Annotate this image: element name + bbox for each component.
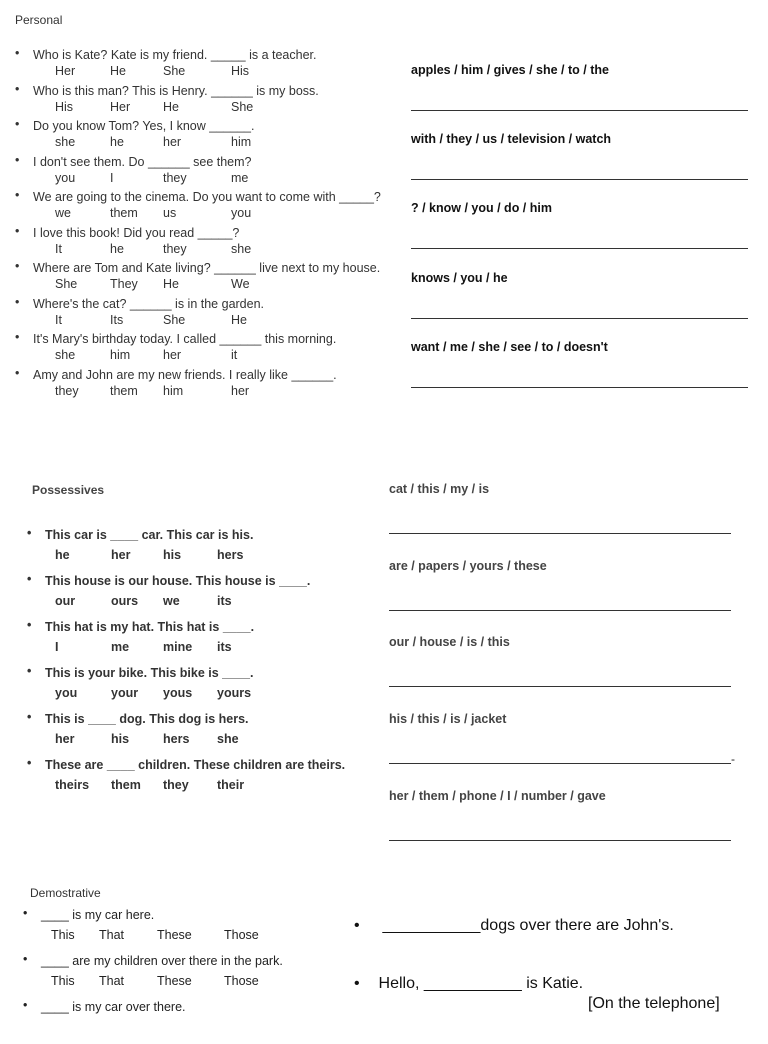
question-text: Who is Kate? Kate is my friend. _____ is a teacher. xyxy=(33,48,317,62)
possessives-sentence-4: his / this / is / jacket xyxy=(389,712,507,726)
answer-line[interactable] xyxy=(411,318,748,319)
bullet: • xyxy=(15,365,20,380)
answer-option[interactable]: her xyxy=(231,383,250,398)
answer-option[interactable]: Her xyxy=(110,99,131,114)
question-item xyxy=(23,906,341,952)
answer-line[interactable] xyxy=(411,110,748,111)
question-item xyxy=(15,117,413,153)
bullet: • xyxy=(27,756,32,770)
bullet: • xyxy=(23,952,28,966)
answer-option[interactable]: He xyxy=(163,99,179,114)
answer-option[interactable]: its xyxy=(217,594,232,608)
answer-line[interactable] xyxy=(411,248,748,249)
answer-option[interactable]: we xyxy=(163,594,180,608)
question-item xyxy=(15,330,413,366)
answer-options xyxy=(33,206,413,220)
answer-option[interactable]: your xyxy=(111,686,139,700)
item-1-blank: ___________ xyxy=(382,917,481,934)
bullet: • xyxy=(23,998,28,1012)
answer-option[interactable]: her xyxy=(163,348,182,362)
question-text: Do you know Tom? Yes, I know ______. xyxy=(33,119,255,133)
bullet: • xyxy=(354,975,360,992)
question-text: This car is ____ car. This car is his. xyxy=(45,528,254,542)
answer-option[interactable]: It xyxy=(55,241,62,256)
question-item xyxy=(15,46,413,82)
question-item xyxy=(15,223,413,260)
answer-option[interactable]: Its xyxy=(110,312,124,327)
answer-option[interactable]: she xyxy=(55,135,76,149)
answer-option[interactable]: she xyxy=(55,348,76,362)
answer-option[interactable]: theirs xyxy=(55,778,90,792)
question-item xyxy=(27,572,375,618)
possessives-sentence-1: cat / this / my / is xyxy=(389,482,490,496)
section-title-personal: Personal xyxy=(15,13,63,27)
answer-option[interactable]: She xyxy=(231,99,254,114)
personal-sentence-5: want / me / she / see / to / doesn't xyxy=(411,340,608,354)
answer-line[interactable] xyxy=(389,763,731,764)
answer-options xyxy=(33,100,413,114)
answer-option[interactable]: me xyxy=(111,640,130,654)
answer-option[interactable]: I xyxy=(110,170,114,185)
question-text: Who is this man? This is Henry. ______ is my boss. xyxy=(33,83,319,98)
question-item xyxy=(23,952,341,998)
answer-option[interactable]: These xyxy=(157,928,192,942)
bullet: • xyxy=(15,81,20,96)
answer-options xyxy=(45,686,375,700)
answer-option[interactable]: they xyxy=(163,170,187,185)
possessives-sentence-3: our / house / is / this xyxy=(389,635,510,649)
answer-line[interactable] xyxy=(411,387,748,388)
answer-options xyxy=(33,277,413,291)
bullet: • xyxy=(15,117,20,131)
question-text: I love this book! Did you read _____? xyxy=(33,225,240,240)
personal-sentence-4: knows / you / he xyxy=(411,271,508,285)
question-text: Amy and John are my new friends. I really like ______. xyxy=(33,367,337,382)
possessives-question-list xyxy=(27,526,375,802)
question-text: Where are Tom and Kate living? ______ live next to my house. xyxy=(33,261,381,275)
question-item xyxy=(27,756,375,802)
answer-line[interactable] xyxy=(389,686,731,687)
item-2-text: Hello, ___________ is Katie. xyxy=(378,975,584,992)
answer-option[interactable]: hers xyxy=(163,732,190,746)
answer-option[interactable]: you xyxy=(231,206,252,220)
answer-option[interactable]: His xyxy=(231,64,250,78)
bullet: • xyxy=(15,188,20,202)
question-text: These are ____ children. These children are theirs. xyxy=(45,758,346,772)
bullet: • xyxy=(15,330,20,344)
answer-option[interactable]: his xyxy=(163,548,182,562)
answer-option[interactable]: yours xyxy=(217,686,252,700)
personal-sentence-2: with / they / us / television / watch xyxy=(411,132,612,146)
answer-option[interactable]: yous xyxy=(163,686,193,700)
answer-option[interactable]: she xyxy=(231,241,252,256)
question-text: ____ is my car here. xyxy=(41,908,155,922)
answer-option[interactable]: you xyxy=(55,686,78,700)
answer-option[interactable]: his xyxy=(111,732,130,746)
question-item xyxy=(27,618,375,664)
answer-option[interactable]: her xyxy=(111,548,131,562)
possessives-sentence-5: her / them / phone / I / number / gave xyxy=(389,789,606,803)
answer-option[interactable]: its xyxy=(217,640,232,654)
demonstrative-question-list xyxy=(23,906,341,1044)
answer-option[interactable]: them xyxy=(111,778,141,792)
bullet: • xyxy=(27,710,32,724)
question-item xyxy=(15,259,413,295)
answer-option[interactable]: him xyxy=(163,383,184,398)
answer-option[interactable]: them xyxy=(110,383,138,398)
answer-line[interactable] xyxy=(389,610,731,611)
answer-option[interactable]: they xyxy=(55,383,79,398)
question-item xyxy=(15,188,413,224)
answer-option[interactable]: ours xyxy=(111,594,139,608)
question-text: ____ is my car over there. xyxy=(41,1000,186,1014)
question-text: This is ____ dog. This dog is hers. xyxy=(45,712,249,726)
demonstrative-item-1 xyxy=(354,917,674,935)
bullet: • xyxy=(15,294,20,309)
question-item xyxy=(15,365,413,402)
item-1-text: dogs over there are John's. xyxy=(480,917,674,934)
answer-option[interactable]: us xyxy=(163,206,177,220)
question-text: Where's the cat? ______ is in the garden. xyxy=(33,296,265,311)
bullet: • xyxy=(27,572,32,586)
question-text: It's Mary's birthday today. I called ______ this morning. xyxy=(33,332,337,346)
answer-option[interactable]: mine xyxy=(163,640,193,654)
answer-option[interactable]: they xyxy=(163,778,189,792)
section-title-demonstrative: Demostrative xyxy=(30,886,101,900)
answer-options xyxy=(33,64,413,78)
answer-options xyxy=(45,594,375,608)
answer-options xyxy=(33,384,413,398)
answer-option[interactable]: This xyxy=(51,928,75,942)
answer-line[interactable] xyxy=(389,533,731,534)
section-title-possessives: Possessives xyxy=(32,483,105,497)
answer-options xyxy=(45,640,375,654)
telephone-note: [On the telephone] xyxy=(588,995,720,1012)
answer-option[interactable]: That xyxy=(99,974,125,988)
bullet: • xyxy=(27,526,32,540)
answer-option[interactable]: them xyxy=(110,206,138,220)
answer-option[interactable]: it xyxy=(231,348,238,362)
bullet: • xyxy=(15,223,20,238)
answer-option[interactable]: we xyxy=(55,206,71,220)
question-item xyxy=(27,664,375,710)
answer-option[interactable]: her xyxy=(55,732,75,746)
answer-option[interactable]: Her xyxy=(55,64,76,78)
question-item xyxy=(23,998,341,1044)
answer-option[interactable]: She xyxy=(163,64,186,78)
answer-option[interactable]: him xyxy=(231,135,252,149)
answer-option[interactable]: He xyxy=(231,312,247,327)
answer-option[interactable]: His xyxy=(55,99,74,114)
personal-sentence-3: ? / know / you / do / him xyxy=(411,201,552,215)
question-item xyxy=(15,294,413,331)
answer-option[interactable]: This xyxy=(51,974,75,988)
demonstrative-item-2 xyxy=(354,975,583,993)
bullet: • xyxy=(354,917,360,934)
answer-option[interactable]: hers xyxy=(217,548,244,562)
personal-question-list xyxy=(15,46,413,401)
bullet: • xyxy=(23,906,28,920)
answer-line[interactable] xyxy=(389,840,731,841)
answer-option[interactable]: him xyxy=(110,348,131,362)
answer-option[interactable]: he xyxy=(110,241,124,256)
question-item xyxy=(15,81,413,118)
answer-option[interactable]: he xyxy=(110,135,124,149)
answer-options xyxy=(33,348,413,362)
bullet: • xyxy=(27,618,32,632)
answer-options xyxy=(33,135,413,149)
answer-option[interactable]: her xyxy=(163,135,182,149)
answer-options xyxy=(41,974,341,988)
bullet: • xyxy=(15,259,20,273)
answer-option[interactable]: their xyxy=(217,778,245,792)
personal-sentence-1: apples / him / gives / she / to / the xyxy=(411,63,609,77)
question-item xyxy=(27,710,375,756)
answer-option[interactable]: These xyxy=(157,974,192,988)
answer-option[interactable]: I xyxy=(55,640,59,654)
answer-options xyxy=(33,242,413,256)
question-text: This hat is my hat. This hat is ____. xyxy=(45,620,255,634)
bullet: • xyxy=(27,664,32,678)
answer-option[interactable]: He xyxy=(110,64,126,78)
answer-option[interactable]: They xyxy=(110,277,138,291)
answer-option[interactable]: our xyxy=(55,594,76,608)
question-text: We are going to the cinema. Do you want to come with _____? xyxy=(33,190,381,204)
question-text: This is your bike. This bike is ____. xyxy=(45,666,254,680)
bullet: • xyxy=(15,46,20,60)
answer-option[interactable]: She xyxy=(163,312,186,327)
question-text: This house is our house. This house is ____. xyxy=(45,574,311,588)
answer-options xyxy=(33,171,413,185)
answer-options xyxy=(45,778,375,792)
answer-option[interactable]: We xyxy=(231,277,250,291)
answer-option[interactable]: me xyxy=(231,170,249,185)
answer-line[interactable] xyxy=(411,179,748,180)
answer-option[interactable]: Those xyxy=(224,974,259,988)
question-text: I don't see them. Do ______ see them? xyxy=(33,154,252,169)
answer-option[interactable]: She xyxy=(55,277,78,291)
answer-options xyxy=(33,313,413,327)
answer-options xyxy=(45,548,375,562)
possessives-sentence-2: are / papers / yours / these xyxy=(389,559,547,573)
answer-option[interactable]: That xyxy=(99,928,125,942)
trailing-mark: - xyxy=(731,752,735,766)
answer-option[interactable]: she xyxy=(217,732,239,746)
answer-option[interactable]: Those xyxy=(224,928,259,942)
answer-option[interactable]: you xyxy=(55,170,76,185)
question-text: ____ are my children over there in the park. xyxy=(41,954,283,968)
answer-option[interactable]: they xyxy=(163,241,187,256)
answer-option[interactable]: he xyxy=(55,548,70,562)
question-item xyxy=(27,526,375,572)
bullet: • xyxy=(15,152,20,167)
answer-option[interactable]: It xyxy=(55,312,62,327)
answer-option[interactable]: He xyxy=(163,277,179,291)
question-item xyxy=(15,152,413,189)
answer-options xyxy=(41,928,341,942)
answer-options xyxy=(45,732,375,746)
